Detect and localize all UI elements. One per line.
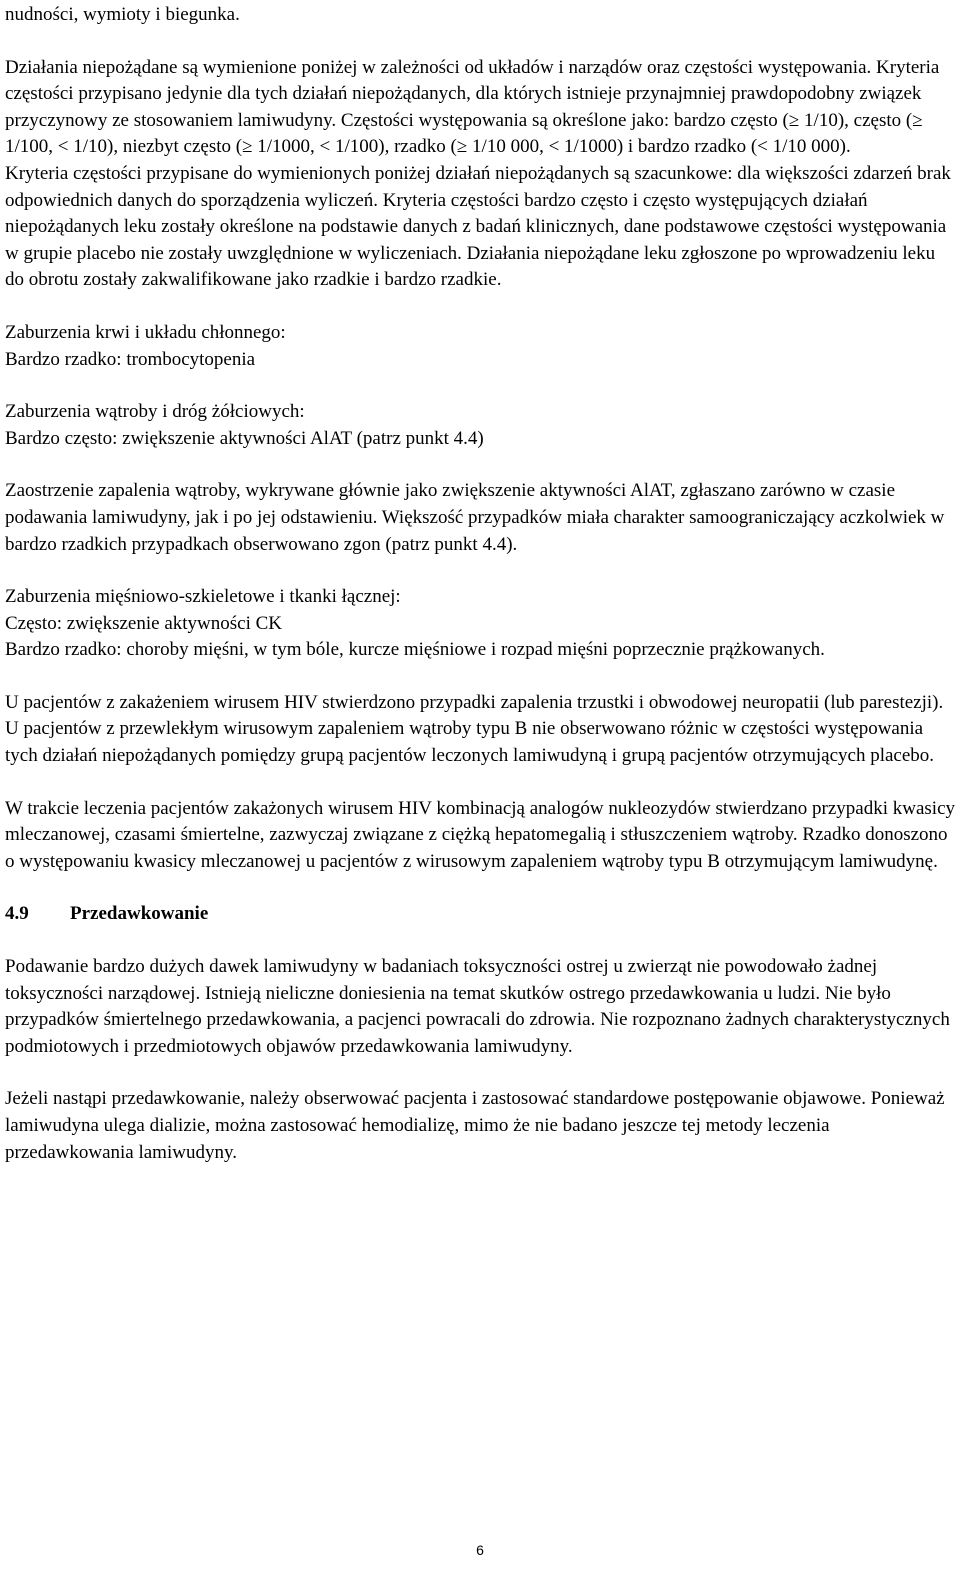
section-number: 4.9 — [5, 903, 29, 925]
musculoskeletal-item-very-rare: Bardzo rzadko: choroby mięśni, w tym bóle, kurcze mięśniowe i rozpad mięśni poprzecznie prążkowanych. — [5, 639, 825, 661]
paragraph-frequency-intro: Działania niepożądane są wymienione poniżej w zależności od układów i narządów oraz częstości występowania. Kryteria częstości przypisano jedynie dla tych działań niepożądanych, dla których istnieje przynajmniej prawdopodobny związek przyczynowy ze stosowaniem lamiwudyny. Częstości występowania są określone jako: bardzo często (≥ 1/10), często (≥ 1/100, < 1/10), niezbyt często (≥ 1/1000, < 1/100), rzadko (≥ 1/10 000, < 1/1000) i bardzo rzadko (< 1/10 000). — [5, 56, 940, 158]
blood-disorders-heading: Zaburzenia krwi i układu chłonnego: — [5, 321, 286, 343]
section-heading-4-9 — [5, 901, 957, 928]
paragraph-frequency-criteria: Kryteria częstości przypisane do wymienionych poniżej działań niepożądanych są szacunkowe: dla większości zdarzeń brak odpowiednich danych do sporządzenia wyliczeń. Kryteria częstości bardzo często i często występujących działań niepożądanych leku zostały określone na podstawie danych z badań klinicznych, dane podstawowe częstości występowania w grupie placebo nie zostały uwzględnione w wyliczeniach. Działania niepożądane leku zgłoszone po wprowadzeniu leku do obrotu zostały zakwalifikowane jako rzadkie i bardzo rzadkie. — [5, 162, 951, 291]
liver-disorders-heading: Zaburzenia wątroby i dróg żółciowych: — [5, 401, 305, 423]
paragraph-hepatitis-exacerbation: Zaostrzenie zapalenia wątroby, wykrywane głównie jako zwiększenie aktywności AlAT, zgłaszano zarówno w czasie podawania lamiwudyny, jak i po jej odstawieniu. Większość przypadków miała charakter samoograniczający aczkolwiek w bardzo rzadkich przypadkach obserwowano zgon (patrz punkt 4.4). — [5, 480, 945, 555]
paragraph-overdose-1: Podawanie bardzo dużych dawek lamiwudyny w badaniach toksyczności ostrej u zwierząt nie powodowało żadnej toksyczności narządowej. Istnieją nieliczne doniesienia na temat skutków ostrego przedawkowania u ludzi. Nie było przypadków śmiertelnego przedawkowania, a pacjenci powracali do zdrowia. Nie rozpoznano żadnych charakterystycznych podmiotowych i przedmiotowych objawów przedawkowania lamiwudyny. — [5, 956, 950, 1057]
liver-disorders-item: Bardzo często: zwiększenie aktywności AlAT (patrz punkt 4.4) — [5, 427, 484, 449]
section-title: Przedawkowanie — [70, 903, 209, 925]
paragraph-overdose-2: Jeżeli nastąpi przedawkowanie, należy obserwować pacjenta i zastosować standardowe postępowanie objawowe. Ponieważ lamiwudyna ulega dializie, można zastosować hemodializę, mimo że nie badano jeszcze tej metody leczenia przedawkowania lamiwudyny. — [5, 1088, 945, 1163]
document-page — [5, 2, 957, 1166]
blood-disorders-item: Bardzo rzadko: trombocytopenia — [5, 348, 256, 370]
paragraph-hiv-pancreatitis: U pacjentów z zakażeniem wirusem HIV stwierdzono przypadki zapalenia trzustki i obwodowej neuropatii (lub parestezji). U pacjentów z przewlekłym wirusowym zapaleniem wątroby typu B nie obserwowano różnic w częstości występowania tych działań niepożądanych pomiędzy grupą pacjentów leczonych lamiwudyną i grupą pacjentów otrzymujących placebo. — [5, 691, 944, 767]
top-fragment: nudności, wymioty i biegunka. — [5, 4, 240, 25]
musculoskeletal-heading: Zaburzenia mięśniowo-szkieletowe i tkanki łącznej: — [5, 586, 401, 608]
paragraph-lactic-acidosis: W trakcie leczenia pacjentów zakażonych wirusem HIV kombinacją analogów nukleozydów stwierdzano przypadki kwasicy mleczanowej, czasami śmiertelne, zazwyczaj związane z ciężką hepatomegalią i stłuszczeniem wątroby. Rzadko donoszono o występowaniu kwasicy mleczanowej u pacjentów z wirusowym zapaleniem wątroby typu B otrzymującym lamiwudynę. — [5, 797, 955, 872]
musculoskeletal-item-common: Często: zwiększenie aktywności CK — [5, 612, 283, 634]
page-number: 6 — [476, 1542, 484, 1558]
